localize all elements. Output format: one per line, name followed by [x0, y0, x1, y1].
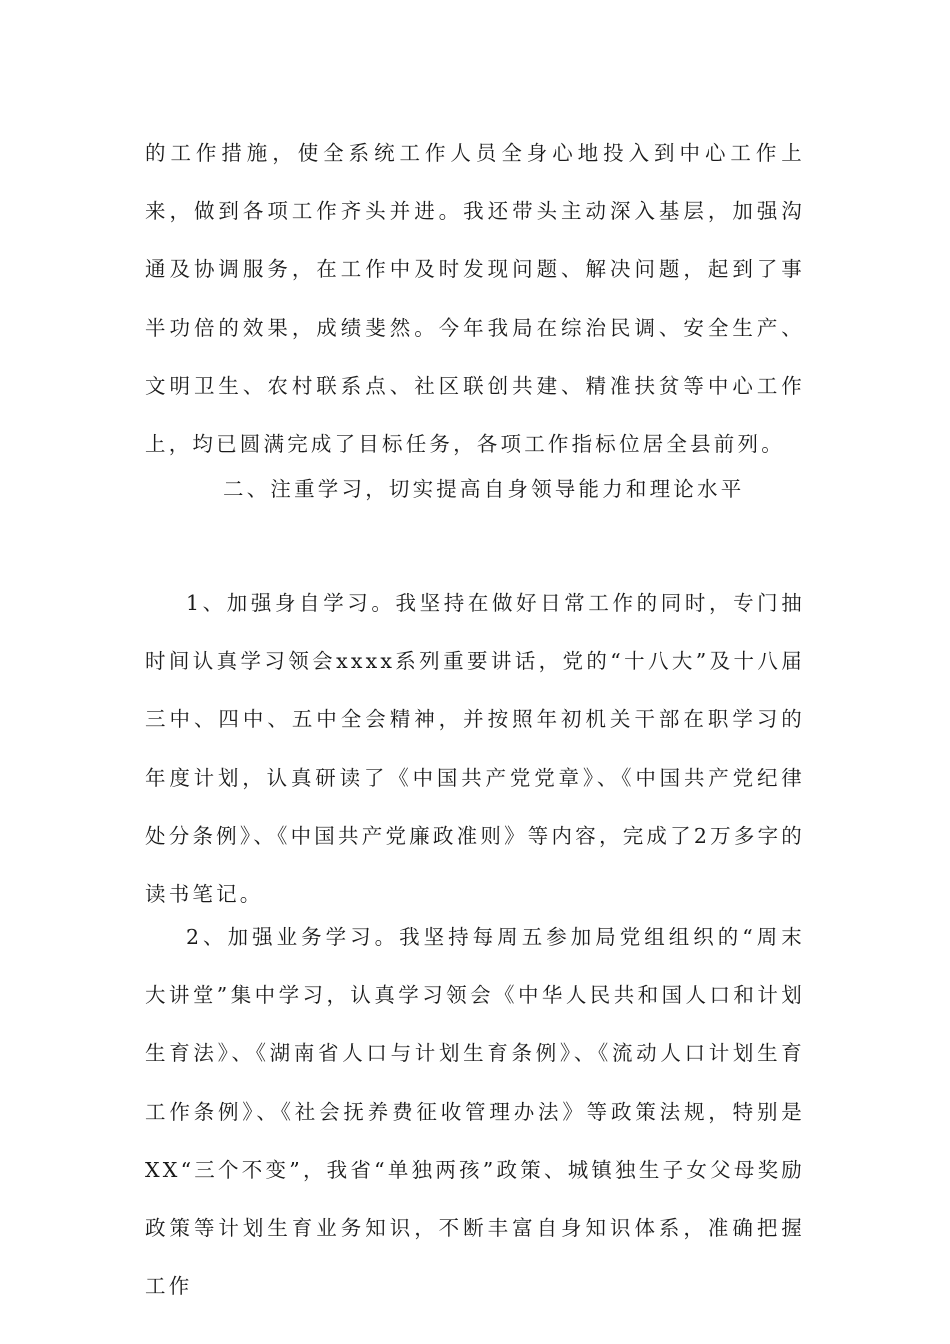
paragraph-self-study: 1、加强身自学习。我坚持在做好日常工作的同时，专门抽时间认真学习领会xxxx系列重要讲话，党的“十八大”及十八届三中、四中、五中全会精神，并按照年初机关干部在职学习的年度计划，认真研读了《中国共产党党章》、《中国共产党纪律处分条例》、《中国共产党廉政准则》等内容，完成了2万多字的读书笔记。 — [145, 591, 805, 907]
section-heading-study: 二、注重学习，切实提高自身领导能力和理论水平 — [223, 477, 745, 501]
paragraph-business-study: 2、加强业务学习。我坚持每周五参加局党组组织的“周末大讲堂”集中学习，认真学习领会《中华人民共和国人口和计划生育法》、《湖南省人口与计划生育条例》、《流动人口计划生育工作条例》、《社会抚养费征收管理办法》等政策法规，特别是XX“三个不变”，我省“单独两孩”政策、城镇独生子女父母奖励政策等计划生育业务知识，不断丰富自身知识体系，准确把握工作 — [145, 925, 805, 1299]
paragraph-work-measures: 的工作措施，使全系统工作人员全身心地投入到中心工作上来，做到各项工作齐头并进。我还带头主动深入基层，加强沟通及协调服务，在工作中及时发现问题、解决问题，起到了事半功倍的效果，成绩斐然。今年我局在综治民调、安全生产、文明卫生、农村联系点、社区联创共建、精准扶贫等中心工作上，均已圆满完成了目标任务，各项工作指标位居全县前列。 — [145, 141, 805, 457]
